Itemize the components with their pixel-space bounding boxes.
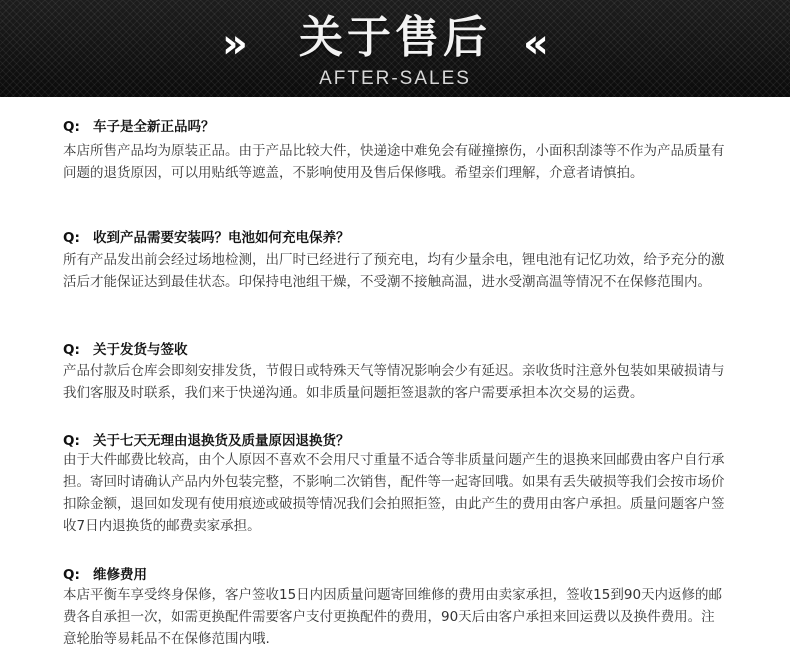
double-chevron-right-icon: » xyxy=(222,21,248,67)
faq-answer: 由于大件邮费比较高，由个人原因不喜欢不会用尺寸重量不适合等非质量问题产生的退换来回邮费由客户自行承担。寄回时请确认产品内外包装完整，不影响二次销售，配件等一起寄回哦。如果有丢失破损等我们会按市场价扣除金额，退回如发现有使用痕迹或破损等情况我们会拍照拒签，由此产生的费用由客户承担。质量问题客户签收7日内退换货的邮费卖家承担。 xyxy=(63,452,725,534)
q-label: Q: xyxy=(63,567,80,583)
faq-answer: 产品付款后仓库会即刻安排发货，节假日或特殊天气等情况影响会少有延迟。亲收货时注意外包装如果破损请与我们客服及时联系，我们来于快递沟通。如非质量问题拒签退款的客户需要承担本次交易的运费。 xyxy=(63,363,725,401)
q-label: Q: xyxy=(63,433,80,449)
page-title: 关于售后 xyxy=(299,12,491,63)
question-text: 维修费用 xyxy=(93,567,147,583)
faq-question xyxy=(63,563,147,583)
question-text: 车子是全新正品吗？ xyxy=(93,119,215,135)
header-banner xyxy=(0,0,790,97)
faq-question xyxy=(63,115,215,135)
question-text: 关于发货与签收 xyxy=(93,342,188,358)
faq-question xyxy=(63,429,350,449)
page-subtitle: AFTER-SALES xyxy=(319,68,471,89)
question-text: 关于七天无理由退换货及质量原因退换货？ xyxy=(93,433,350,449)
faq-answer: 本店平衡车享受终身保修，客户签收15日内因质量问题寄回维修的费用由卖家承担，签收15到90天内返修的邮费各自承担一次，如需更换配件需要客户支付更换配件的费用，90天后由客户承担来回运费以及换件费用。注意轮胎等易耗品不在保修范围内哦. xyxy=(63,587,723,647)
q-label: Q: xyxy=(63,230,80,246)
q-label: Q: xyxy=(63,119,80,135)
question-text: 收到产品需要安装吗？电池如何充电保养？ xyxy=(93,230,350,246)
faq-question xyxy=(63,338,188,358)
faq-question xyxy=(63,226,350,246)
faq-answer: 本店所售产品均为原装正品。由于产品比较大件，快递途中难免会有碰撞擦伤，小面积刮漆等不作为产品质量有问题的退货原因，可以用贴纸等遮盖，不影响使用及售后保修哦。希望亲们理解，介意者请慎拍。 xyxy=(63,143,725,181)
q-label: Q: xyxy=(63,342,80,358)
double-chevron-left-icon: « xyxy=(523,21,549,67)
faq-answer: 所有产品发出前会经过场地检测，出厂时已经进行了预充电，均有少量余电，锂电池有记忆功效，给予充分的激活后才能保证达到最佳状态。印保持电池组干燥，不受潮不接触高温，进水受潮高温等情况不在保修范围内。 xyxy=(63,252,725,290)
